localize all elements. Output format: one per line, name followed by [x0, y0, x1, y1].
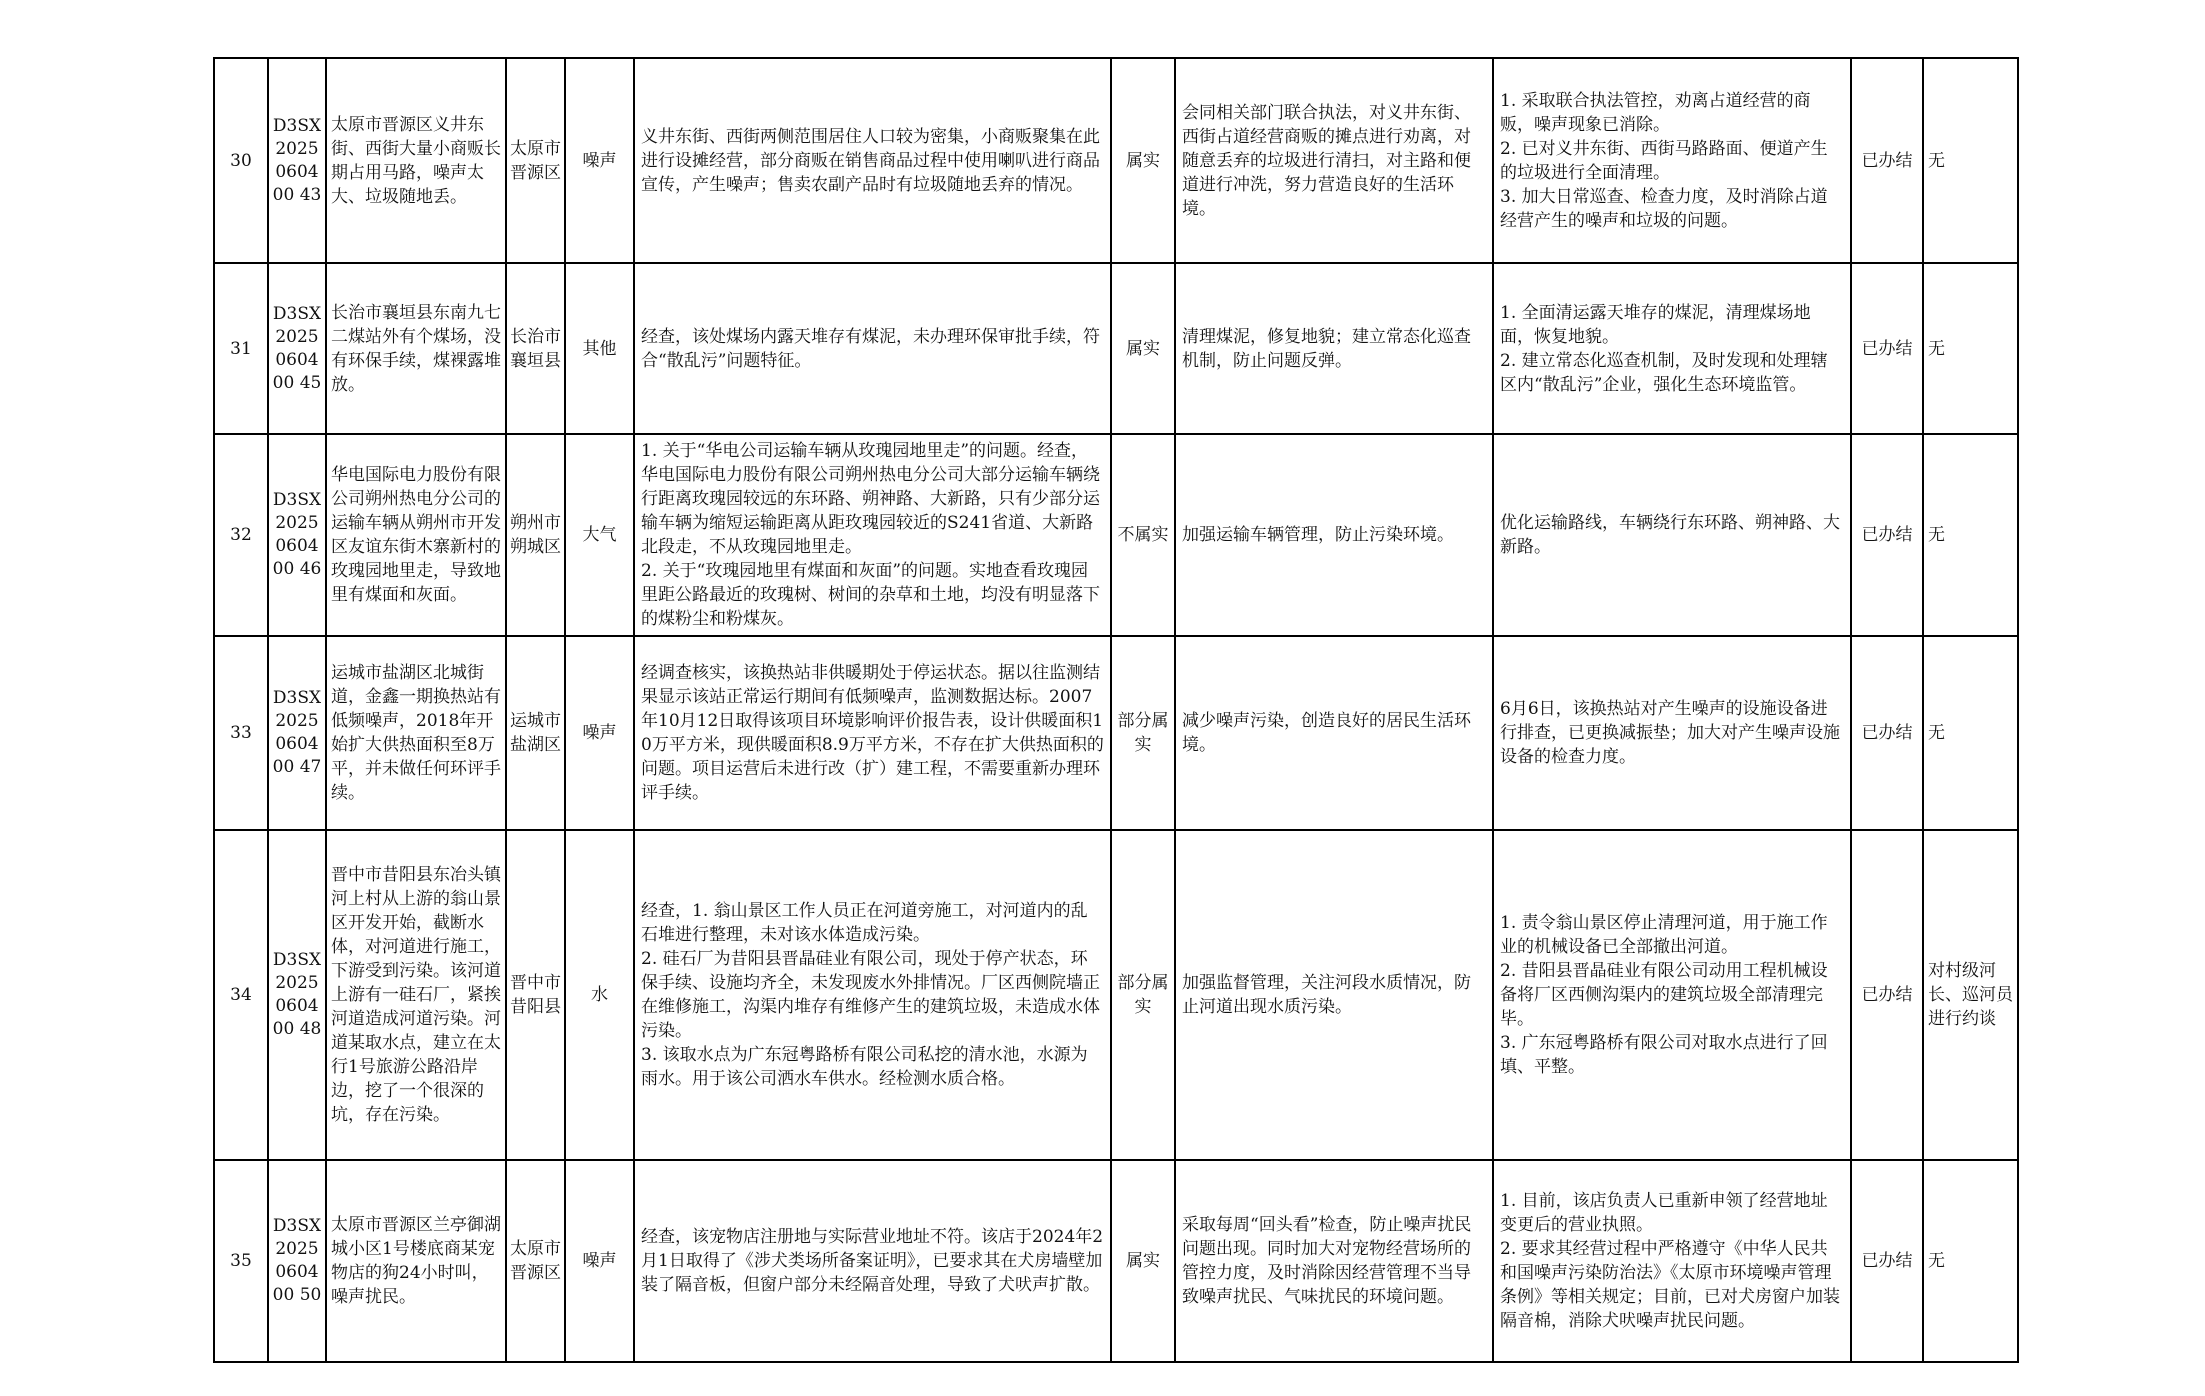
finding-line: 2. 关于“玫瑰园地里有煤面和灰面”的问题。实地查看玫瑰园里距公路最近的玫瑰树、树间的杂草和土地，均没有明显落下的煤粉尘和粉煤灰。 [641, 561, 1100, 629]
rectification-measure: 清理煤泥，修复地貌；建立常态化巡查机制，防止问题反弹。 [1175, 263, 1493, 434]
rectification-measure: 采取每周“回头看”检查，防止噪声扰民问题出现。同时加大对宠物经营场所的管控力度，及时消除因经营管理不当导致噪声扰民、气味扰民的环境问题。 [1175, 1160, 1493, 1362]
pollution-type: 噪声 [565, 636, 634, 830]
pollution-type: 噪声 [565, 58, 634, 263]
case-code: D3SX2025060400 46 [268, 434, 326, 636]
investigation-finding: 义井东街、西街两侧范围居住人口较为密集，小商贩聚集在此进行设摊经营，部分商贩在销售商品过程中使用喇叭进行商品宣传，产生噪声；售卖农副产品时有垃圾随地丢弃的情况。 [634, 58, 1111, 263]
case-code: D3SX2025060400 47 [268, 636, 326, 830]
row-number: 33 [214, 636, 268, 830]
rectification-result [1493, 636, 1851, 830]
table-row [214, 1160, 2018, 1362]
status: 已办结 [1851, 636, 1923, 830]
pollution-type: 噪声 [565, 1160, 634, 1362]
rectification-result [1493, 1160, 1851, 1362]
finding-line: 经查，1. 翁山景区工作人员正在河道旁施工，对河道内的乱石堆进行整理，未对该水体造成污染。 [641, 901, 1088, 945]
rectification-result [1493, 830, 1851, 1160]
area: 长治市襄垣县 [506, 263, 565, 434]
area: 太原市晋源区 [506, 58, 565, 263]
status: 已办结 [1851, 58, 1923, 263]
complaint-content: 晋中市昔阳县东冶头镇河上村从上游的翁山景区开发开始，截断水体，对河道进行施工，下游受到污染。该河道上游有一硅石厂，紧挨河道造成河道污染。河道某取水点，建立在太行1号旅游公路沿岸边，挖了一个很深的坑，存在污染。 [326, 830, 506, 1160]
result-line: 3. 加大日常巡查、检查力度，及时消除占道经营产生的噪声和垃圾的问题。 [1500, 186, 1828, 231]
investigation-finding: 经调查核实，该换热站非供暖期处于停运状态。据以往监测结果显示该站正常运行期间有低频噪声，监测数据达标。2007年10月12日取得该项目环境影响评价报告表，设计供暖面积10万平方米，现供暖面积8.9万平方米，不存在扩大供热面积的问题。项目运营后未进行改（扩）建工程，不需要重新办理环评手续。 [634, 636, 1111, 830]
case-code: D3SX2025060400 43 [268, 58, 326, 263]
row-number: 35 [214, 1160, 268, 1362]
result-line: 2. 昔阳县晋晶硅业有限公司动用工程机械设备将厂区西侧沟渠内的建筑垃圾全部清理完毕。 [1500, 961, 1828, 1029]
table-row [214, 636, 2018, 830]
complaint-content: 华电国际电力股份有限公司朔州热电分公司的运输车辆从朔州市开发区友谊东街木寨新村的玫瑰园地里走，导致地里有煤面和灰面。 [326, 434, 506, 636]
rectification-result [1493, 263, 1851, 434]
row-number: 32 [214, 434, 268, 636]
area: 运城市盐湖区 [506, 636, 565, 830]
verdict: 不属实 [1111, 434, 1175, 636]
rectification-result [1493, 434, 1851, 636]
pollution-type: 水 [565, 830, 634, 1160]
accountability: 无 [1923, 58, 2018, 263]
finding-line: 2. 硅石厂为昔阳县晋晶硅业有限公司，现处于停产状态，环保手续、设施均齐全，未发现废水外排情况。厂区西侧院墙正在维修施工，沟渠内堆存有维修产生的建筑垃圾，未造成水体污染。 [641, 949, 1100, 1041]
case-code: D3SX2025060400 48 [268, 830, 326, 1160]
area: 朔州市朔城区 [506, 434, 565, 636]
result-line: 2. 要求其经营过程中严格遵守《中华人民共和国噪声污染防治法》《太原市环境噪声管理条例》等相关规定；目前，已对犬房窗户加装隔音棉，消除犬吠噪声扰民问题。 [1500, 1239, 1840, 1331]
table-row [214, 830, 2018, 1160]
case-code: D3SX2025060400 45 [268, 263, 326, 434]
rectification-measure: 加强监督管理，关注河段水质情况，防止河道出现水质污染。 [1175, 830, 1493, 1160]
investigation-finding: 经查，该宠物店注册地与实际营业地址不符。该店于2024年2月1日取得了《涉犬类场所备案证明》，已要求其在犬房墙壁加装了隔音板，但窗户部分未经隔音处理，导致了犬吠声扩散。 [634, 1160, 1111, 1362]
result-line: 2. 已对义井东街、西街马路路面、便道产生的垃圾进行全面清理。 [1500, 138, 1828, 183]
verdict: 属实 [1111, 1160, 1175, 1362]
pollution-type: 大气 [565, 434, 634, 636]
status: 已办结 [1851, 434, 1923, 636]
complaint-table [213, 57, 2019, 1363]
complaint-content: 太原市晋源区兰亭御湖城小区1号楼底商某宠物店的狗24小时叫，噪声扰民。 [326, 1160, 506, 1362]
rectification-measure: 加强运输车辆管理，防止污染环境。 [1175, 434, 1493, 636]
result-line: 1. 全面清运露天堆存的煤泥，清理煤场地面，恢复地貌。 [1500, 302, 1811, 347]
verdict: 部分属实 [1111, 830, 1175, 1160]
result-line: 2. 建立常态化巡查机制，及时发现和处理辖区内“散乱污”企业，强化生态环境监管。 [1500, 350, 1828, 395]
accountability: 无 [1923, 636, 2018, 830]
accountability: 无 [1923, 434, 2018, 636]
row-number: 31 [214, 263, 268, 434]
result-line: 优化运输路线，车辆绕行东环路、朔神路、大新路。 [1500, 513, 1840, 557]
verdict: 部分属实 [1111, 636, 1175, 830]
verdict: 属实 [1111, 58, 1175, 263]
verdict: 属实 [1111, 263, 1175, 434]
result-line: 3. 广东冠粤路桥有限公司对取水点进行了回填、平整。 [1500, 1033, 1828, 1077]
pollution-type: 其他 [565, 263, 634, 434]
row-number: 34 [214, 830, 268, 1160]
row-number: 30 [214, 58, 268, 263]
investigation-finding: 经查，该处煤场内露天堆存有煤泥，未办理环保审批手续，符合“散乱污”问题特征。 [634, 263, 1111, 434]
complaint-content: 运城市盐湖区北城街道，金鑫一期换热站有低频噪声，2018年开始扩大供热面积至8万平，并未做任何环评手续。 [326, 636, 506, 830]
investigation-finding [634, 434, 1111, 636]
case-code: D3SX2025060400 50 [268, 1160, 326, 1362]
table-row [214, 58, 2018, 263]
status: 已办结 [1851, 263, 1923, 434]
result-line: 1. 采取联合执法管控，劝离占道经营的商贩，噪声现象已消除。 [1500, 90, 1811, 135]
rectification-measure: 会同相关部门联合执法，对义井东街、西街占道经营商贩的摊点进行劝离，对随意丢弃的垃圾进行清扫，对主路和便道进行冲洗，努力营造良好的生活环境。 [1175, 58, 1493, 263]
area: 晋中市昔阳县 [506, 830, 565, 1160]
finding-line: 3. 该取水点为广东冠粤路桥有限公司私挖的清水池，水源为雨水。用于该公司洒水车供水。经检测水质合格。 [641, 1045, 1088, 1089]
result-line: 1. 目前，该店负责人已重新申领了经营地址变更后的营业执照。 [1500, 1191, 1828, 1235]
result-line: 6月6日，该换热站对产生噪声的设施设备进行排查，已更换减振垫；加大对产生噪声设施设备的检查力度。 [1500, 699, 1840, 767]
accountability: 无 [1923, 263, 2018, 434]
rectification-result [1493, 58, 1851, 263]
finding-line: 1. 关于“华电公司运输车辆从玫瑰园地里走”的问题。经查，华电国际电力股份有限公司朔州热电分公司大部分运输车辆绕行距离玫瑰园较远的东环路、朔神路、大新路，只有少部分运输车辆为缩短运输距离从距玫瑰园较近的S241省道、大新路北段走，不从玫瑰园地里走。 [641, 441, 1100, 557]
complaint-content: 太原市晋源区义井东街、西街大量小商贩长期占用马路，噪声太大、垃圾随地丢。 [326, 58, 506, 263]
investigation-finding [634, 830, 1111, 1160]
table-row [214, 263, 2018, 434]
area: 太原市晋源区 [506, 1160, 565, 1362]
rectification-measure: 减少噪声污染，创造良好的居民生活环境。 [1175, 636, 1493, 830]
complaint-table-sheet [213, 57, 2019, 1363]
accountability: 无 [1923, 1160, 2018, 1362]
accountability: 对村级河长、巡河员进行约谈 [1923, 830, 2018, 1160]
table-row [214, 434, 2018, 636]
result-line: 1. 责令翁山景区停止清理河道，用于施工作业的机械设备已全部撤出河道。 [1500, 913, 1828, 957]
status: 已办结 [1851, 830, 1923, 1160]
complaint-content: 长治市襄垣县东南九七二煤站外有个煤场，没有环保手续，煤裸露堆放。 [326, 263, 506, 434]
status: 已办结 [1851, 1160, 1923, 1362]
